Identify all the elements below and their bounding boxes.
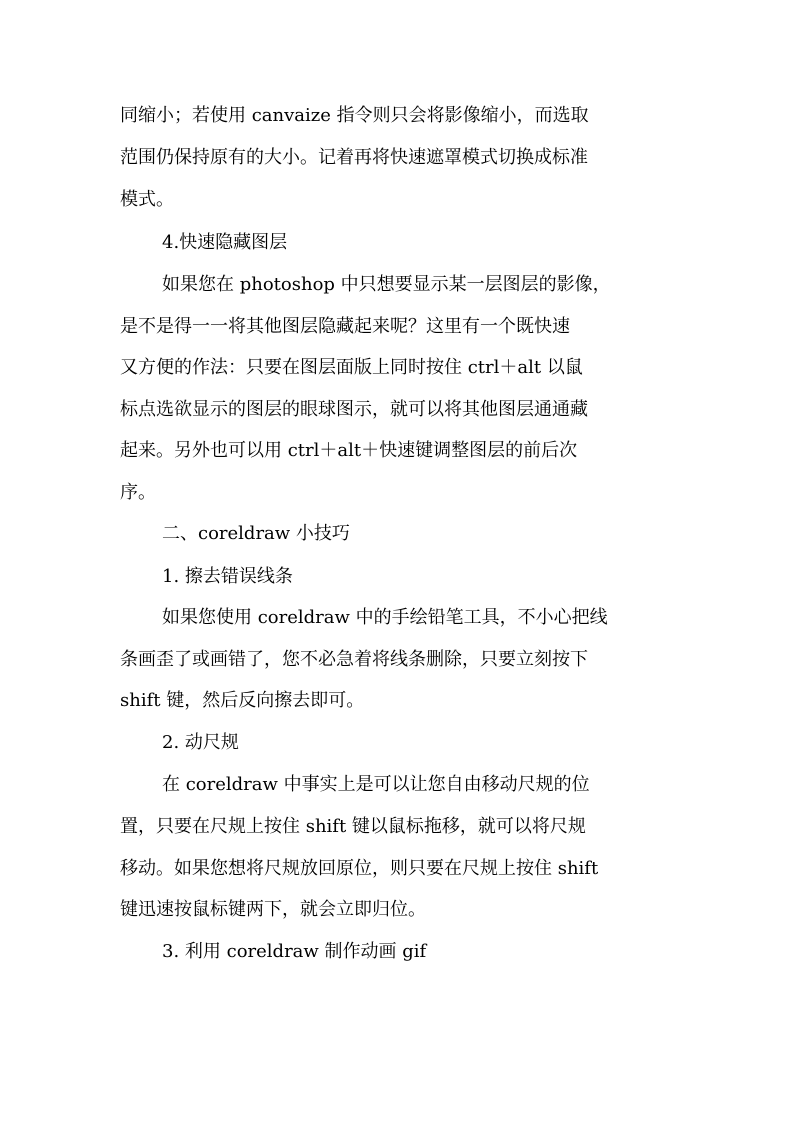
paragraph-line: 置，只要在尺规上按住 shift 键以鼠标拖移，就可以将尺规 [120, 816, 586, 837]
paragraph-line: 同缩小；若使用 canvaize 指令则只会将影像缩小，而选取 [120, 105, 589, 126]
section-heading: 4.快速隐藏图层 [162, 232, 288, 253]
paragraph-line: shift 键，然后反向擦去即可。 [120, 690, 365, 711]
paragraph-line: 起来。另外也可以用 ctrl＋alt＋快速键调整图层的前后次 [120, 440, 578, 461]
subsection-heading: 1. 擦去错误线条 [162, 566, 293, 587]
paragraph-line: 键迅速按鼠标键两下，就会立即归位。 [120, 899, 426, 920]
paragraph-line: 序。 [120, 482, 156, 503]
paragraph-line: 是不是得一一将其他图层隐藏起来呢？这里有一个既快速 [120, 316, 570, 337]
paragraph-line: 标点选欲显示的图层的眼球图示，就可以将其他图层通通藏 [120, 399, 588, 420]
paragraph-line: 又方便的作法：只要在图层面版上同时按住 ctrl＋alt 以鼠 [120, 357, 583, 378]
paragraph-line: 范围仍保持原有的大小。记着再将快速遮罩模式切换成标准 [120, 147, 588, 168]
paragraph-line: 如果您在 photoshop 中只想要显示某一层图层的影像， [162, 274, 611, 295]
paragraph-line: 在 coreldraw 中事实上是可以让您自由移动尺规的位 [162, 774, 590, 795]
subsection-heading: 3. 利用 coreldraw 制作动画 gif [162, 941, 427, 962]
section-heading: 二、coreldraw 小技巧 [162, 523, 350, 544]
subsection-heading: 2. 动尺规 [162, 732, 239, 753]
paragraph-line: 移动。如果您想将尺规放回原位，则只要在尺规上按住 shift [120, 858, 599, 879]
paragraph-line: 模式。 [120, 189, 174, 210]
paragraph-line: 条画歪了或画错了，您不必急着将线条删除，只要立刻按下 [120, 649, 588, 670]
paragraph-line: 如果您使用 coreldraw 中的手绘铅笔工具，不小心把线 [162, 607, 608, 628]
